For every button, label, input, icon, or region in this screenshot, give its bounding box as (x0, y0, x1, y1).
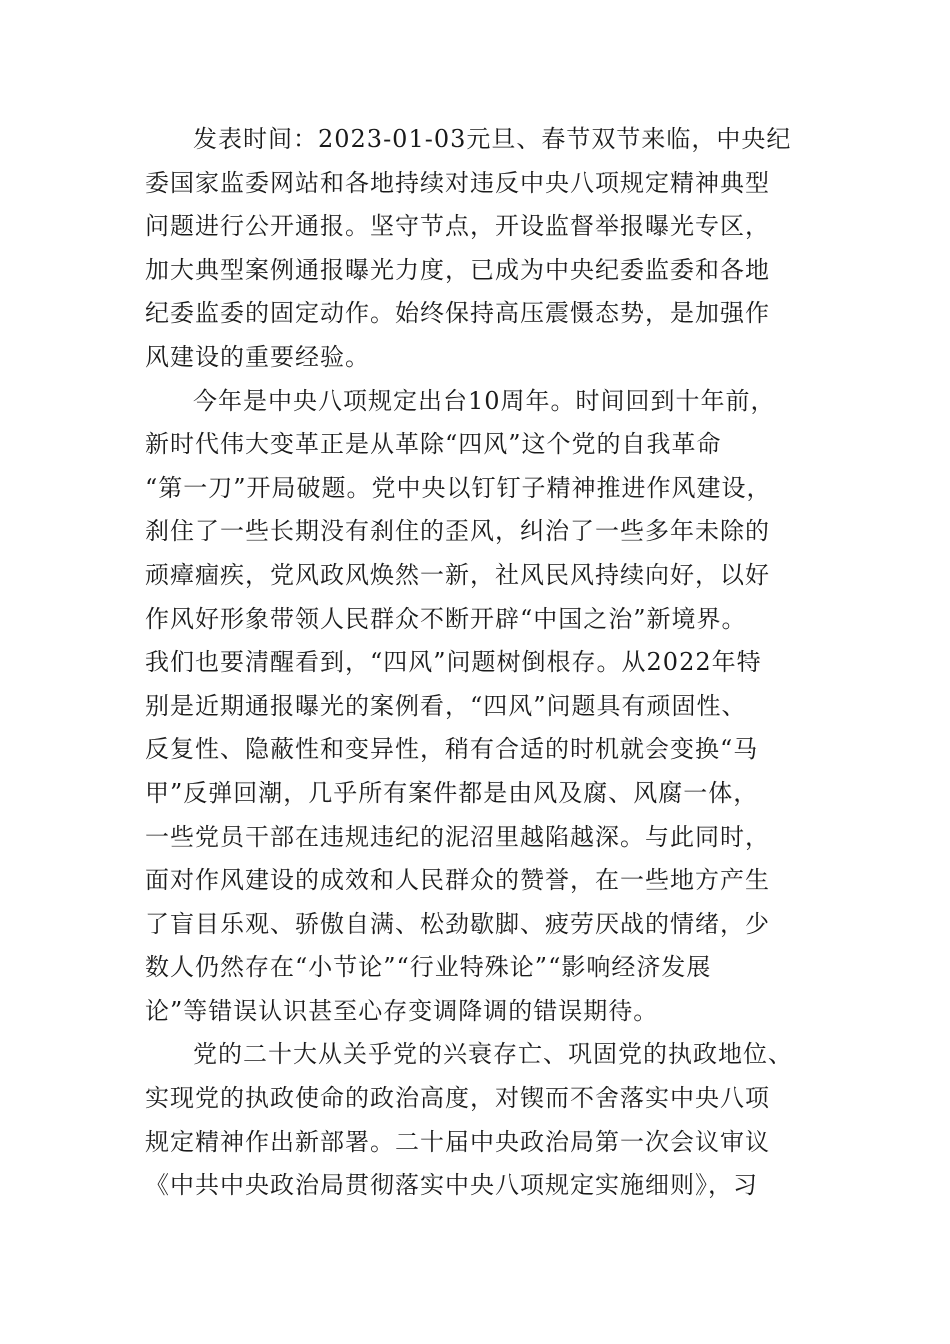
text-line: 委国家监委网站和各地持续对违反中央八项规定精神典型 (145, 168, 770, 197)
text-line: 了盲目乐观、骄傲自满、松劲歇脚、疲劳厌战的情绪，少 (145, 909, 770, 938)
text-line: 今年是中央八项规定出台10周年。时间回到十年前， (193, 386, 776, 415)
text-line: “第一刀”开局破题。党中央以钉钉子精神推进作风建设， (145, 473, 772, 502)
text-line: 论”等错误认识甚至心存变调降调的错误期待。 (145, 996, 659, 1025)
text-line: 顽瘴痼疾，党风政风焕然一新，社风民风持续向好，以好 (145, 560, 770, 589)
text-line: 反复性、隐蔽性和变异性，稍有合适的时机就会变换“马 (145, 735, 759, 764)
text-line: 甲”反弹回潮，几乎所有案件都是由风及腐、风腐一体， (145, 778, 759, 807)
text-line: 刹住了一些长期没有刹住的歪风，纠治了一些多年未除的 (145, 517, 770, 546)
text-line: 实现党的执政使命的政治高度，对锲而不舍落实中央八项 (145, 1084, 770, 1113)
text-line: 发表时间：2023-01-03元旦、春节双节来临，中央纪 (193, 125, 792, 153)
text-line: 一些党员干部在违规违纪的泥沼里越陷越深。与此同时， (145, 822, 770, 851)
paragraph-3 (145, 1033, 805, 1207)
paragraph-1 (145, 118, 805, 380)
paragraph-2 (145, 380, 805, 1034)
text-line: 作风好形象带领人民群众不断开辟“中国之治”新境界。 (145, 604, 747, 633)
text-line: 别是近期通报曝光的案例看，“四风”问题具有顽固性、 (145, 691, 747, 720)
text-line: 新时代伟大变革正是从革除“四风”这个党的自我革命 (145, 430, 722, 459)
text-line: 问题进行公开通报。坚守节点，开设监督举报曝光专区， (145, 212, 770, 241)
text-line: 我们也要清醒看到，“四风”问题树倒根存。从2022年特 (145, 648, 762, 677)
text-line: 党的二十大从关乎党的兴衰存亡、巩固党的执政地位、 (193, 1040, 793, 1069)
article-body (145, 118, 805, 1208)
text-line: 纪委监委的固定动作。始终保持高压震慑态势，是加强作 (145, 299, 770, 328)
text-line: 规定精神作出新部署。二十届中央政治局第一次会议审议 (145, 1127, 770, 1156)
text-line: 《中共中央政治局贯彻落实中央八项规定实施细则》，习 (145, 1171, 758, 1200)
text-line: 风建设的重要经验。 (145, 342, 370, 371)
text-line: 数人仍然存在“小节论”“行业特殊论”“影响经济发展 (145, 953, 712, 982)
text-line: 面对作风建设的成效和人民群众的赞誉，在一些地方产生 (145, 866, 770, 895)
text-line: 加大典型案例通报曝光力度，已成为中央纪委监委和各地 (145, 255, 770, 284)
